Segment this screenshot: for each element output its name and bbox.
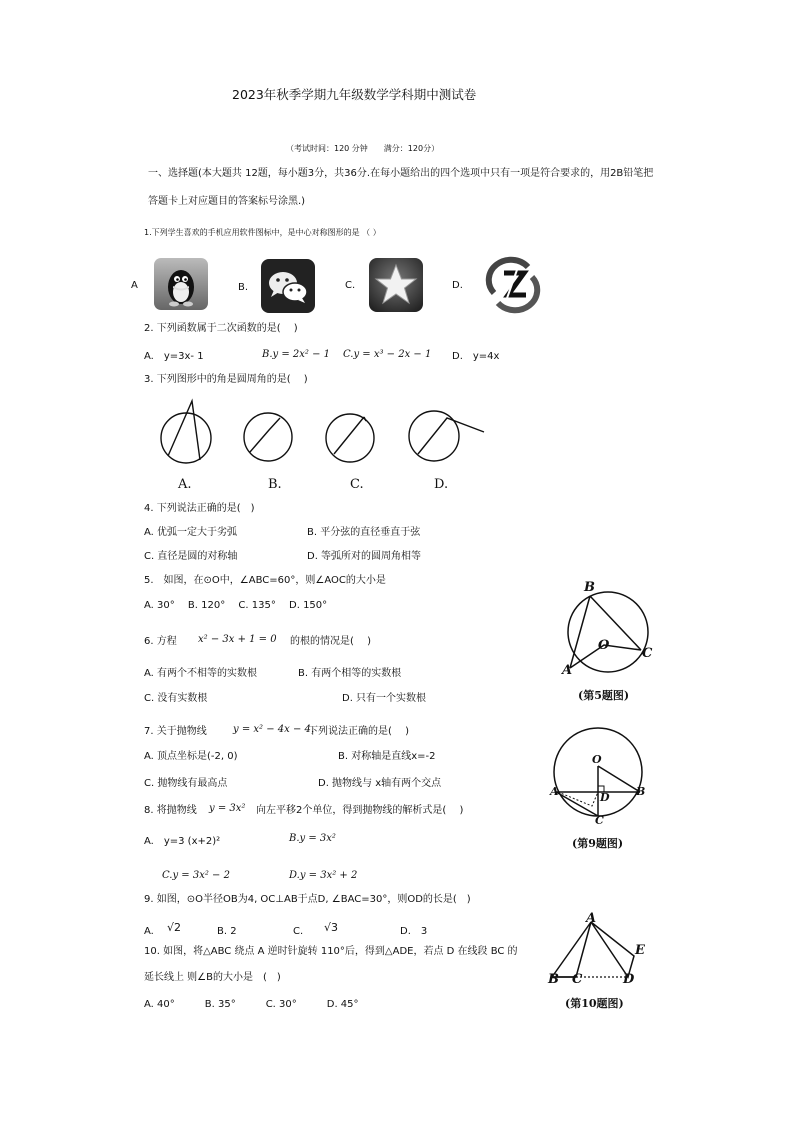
q5-figure (558, 580, 668, 680)
q3-label-c: C. (350, 477, 364, 492)
q2-option-c: C.y = x³ − 2x − 1 (343, 349, 432, 360)
exam-time-info: （考试时间：120 分钟 满分：120分） (286, 144, 440, 153)
q10-point-a: A (586, 911, 597, 926)
q6-stem-post: 的根的情况是( ) (290, 636, 371, 647)
q10-point-b: B (548, 972, 559, 987)
q1-stem: 1.下列学生喜欢的手机应用软件图标中，是中心对称图形的是 （ ） (144, 228, 381, 237)
q9-option-a-value: √2 (167, 921, 182, 934)
q3-label-a: A. (178, 477, 192, 492)
q9-option-a: A. (144, 926, 154, 937)
q1-label-c: C. (345, 280, 356, 291)
q10-point-d: D (623, 972, 635, 987)
section1-instructions-line2: 答题卡上对应题目的答案标号涂黑.) (148, 196, 306, 207)
q10-caption: (第10题图) (565, 997, 624, 1010)
q3-label-b: B. (268, 477, 282, 492)
q6-equation: x² − 3x + 1 = 0 (198, 634, 277, 645)
q3-figure-b-angle (250, 418, 280, 452)
q7-stem-pre: 7. 关于抛物线 (144, 726, 207, 737)
q8-stem-pre: 8. 将抛物线 (144, 805, 197, 816)
q9-point-c: C (595, 814, 604, 827)
z-logo-icon (484, 257, 542, 313)
q4-option-a: A. 优弧一定大于劣弧 (144, 527, 238, 538)
q8-option-d: D.y = 3x² + 2 (289, 870, 358, 881)
q7-option-d: D. 抛物线与 x轴有两个交点 (318, 778, 442, 789)
q8-option-b: B.y = 3x² (289, 833, 336, 844)
q5-stem: 5. 如图，在⊙O中，∠ABC=60°，则∠AOC的大小是 (144, 575, 386, 586)
q9-stem: 9. 如图，⊙O半径OB为4, OC⊥AB于点D, ∠BAC=30°，则OD的长是( ) (144, 894, 471, 905)
q1-label-b: B. (238, 282, 249, 293)
q9-option-c: C. (293, 926, 304, 937)
exam-title: 2023年秋季学期九年级数学学科期中测试卷 (232, 87, 477, 102)
q9-point-b: B (636, 785, 646, 798)
q7-option-b: B. 对称轴是直线x=-2 (338, 751, 436, 762)
q9-caption: (第9题图) (572, 837, 624, 850)
q5-caption: (第5题图) (578, 689, 630, 702)
q9-option-c-value: √3 (324, 921, 339, 934)
q5-point-c: C (642, 646, 653, 661)
q7-equation: y = x² − 4x − 4， (233, 724, 321, 735)
q9-option-b: B. 2 (217, 926, 237, 937)
q3-figures (150, 398, 510, 468)
q7-stem-post: 下列说法正确的是( ) (308, 726, 409, 737)
q5-point-a: A (562, 663, 573, 678)
q6-option-d: D. 只有一个实数根 (342, 693, 427, 704)
q5-options: A. 30° B. 120° C. 135° D. 150° (144, 600, 328, 611)
q3-label-d: D. (434, 477, 449, 492)
q3-figure-a-angle (168, 401, 200, 460)
q3-figure-c-circle (326, 414, 374, 462)
q3-figure-c-angle (334, 417, 366, 454)
q3-figure-d-angle (418, 418, 484, 454)
qq-penguin-icon (153, 257, 209, 311)
q2-option-d: D. y=4x (452, 351, 500, 362)
q9-point-d: D (600, 791, 610, 804)
q2-option-b: B.y = 2x² − 1 (262, 349, 331, 360)
q10-options: A. 40° B. 35° C. 30° D. 45° (144, 999, 359, 1010)
q1-label-d: D. (452, 280, 463, 291)
wechat-icon (260, 258, 316, 314)
q9-point-a: A (550, 785, 559, 798)
q4-option-d: D. 等弧所对的圆周角相等 (307, 551, 422, 562)
q8-option-c: C.y = 3x² − 2 (162, 870, 230, 881)
section1-instructions-line1: 一、选择题(本大题共 12题，每小题3分，共36分.在每小题给出的四个选项中只有一项是符合要求的，用2B铅笔把 (148, 168, 654, 179)
q7-option-c: C. 抛物线有最高点 (144, 778, 228, 789)
q4-option-b: B. 平分弦的直径垂直于弦 (307, 527, 421, 538)
q2-stem: 2. 下列函数属于二次函数的是( ) (144, 323, 298, 334)
q10-stem-line2: 延长线上 则∠B的大小是 ( ) (144, 972, 281, 983)
q10-point-e: E (635, 943, 645, 958)
q5-point-b: B (584, 580, 595, 595)
q7-option-a: A. 顶点坐标是(-2, 0) (144, 751, 238, 762)
q4-option-c: C. 直径是圆的对称轴 (144, 551, 238, 562)
q8-option-a: A. y=3 (x+2)² (144, 836, 221, 847)
q8-equation: y = 3x² (209, 803, 246, 814)
q10-stem-line1: 10. 如图，将△ABC 绕点 A 逆时针旋转 110°后，得到△ADE，若点 D 在线段 BC 的 (144, 946, 518, 957)
q5-point-o: O (598, 638, 610, 653)
q9-option-d: D. 3 (400, 926, 428, 937)
q3-stem: 3. 下列图形中的角是圆周角的是( ) (144, 374, 308, 385)
q8-stem-post: 向左平移2个单位，得到抛物线的解析式是( ) (256, 805, 464, 816)
q10-point-c: C (572, 972, 583, 987)
q4-stem: 4. 下列说法正确的是( ) (144, 503, 255, 514)
star-icon (368, 257, 424, 313)
q6-option-c: C. 没有实数根 (144, 693, 208, 704)
q3-figure-d-circle (409, 411, 459, 461)
q2-option-a: A. y=3x- 1 (144, 351, 204, 362)
q6-option-a: A. 有两个不相等的实数根 (144, 668, 258, 679)
q1-label-a: A (131, 280, 138, 291)
q6-option-b: B. 有两个相等的实数根 (298, 668, 402, 679)
q6-stem-pre: 6. 方程 (144, 636, 177, 647)
q9-point-o: O (592, 753, 602, 766)
q3-figure-b-circle (244, 413, 292, 461)
